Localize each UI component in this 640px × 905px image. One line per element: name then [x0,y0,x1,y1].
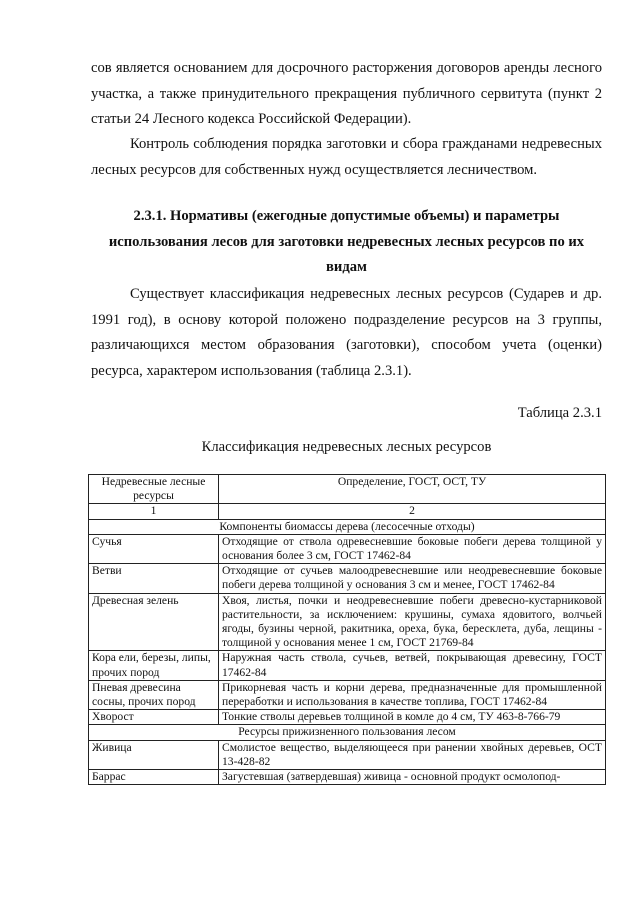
resource-name: Ветви [89,564,219,593]
header-resources: Недревесные лесные ресурсы [89,475,219,504]
column-number: 1 [89,504,219,519]
resource-definition: Хвоя, листья, почки и неодревесневшие побеги древесно-кустарниковой растительности, за исключением: крушины, сумаха ядовитого, волчьей ягоды, бузины черной, ракитника, ореха, бука, бересклета, дуба, лещины - толщиной у основания менее 1 см, ГОСТ 21769-84 [219,593,606,651]
table-label: Таблица 2.3.1 [517,405,602,421]
table-row [89,710,606,725]
header-definition: Определение, ГОСТ, ОСТ, ТУ [219,475,606,504]
table-title: Классификация недревесных лесных ресурсов [201,439,492,455]
resource-definition: Прикорневая часть и корни дерева, предназначенные для промышленной переработки и использования в качестве топлива, ГОСТ 17462-84 [219,680,606,709]
table-section-row [89,725,606,740]
table-number-row [89,504,606,519]
resource-name: Хворост [89,710,219,725]
paragraph-classification: Существует классификация недревесных лесных ресурсов (Сударев и др. 1991 год), в основу которой положено подразделение ресурсов на 3 группы, различающихся местом образования (заготовки), способом учета (оценки) ресурса, характером использования (таблица 2.3.1). [91,286,602,379]
resource-name: Кора ели, березы, липы, прочих пород [89,651,219,680]
table-row [89,593,606,651]
table-section-row [89,519,606,534]
table-row [89,651,606,680]
resource-name: Древесная зелень [89,593,219,651]
resource-definition: Загустевшая (затвердевшая) живица - основной продукт осмолопод- [219,770,606,785]
paragraph-control: Контроль соблюдения порядка заготовки и сбора гражданами недревесных лесных ресурсов для собственных нужд осуществляется лесничеством. [91,136,602,178]
resource-name: Живица [89,740,219,769]
resource-definition: Отходящие от сучьев малоодревесневшие или неодревесневшие боковые побеги дерева толщиной у основания 3 см и менее, ГОСТ 17462-84 [219,564,606,593]
table-row [89,740,606,769]
resource-name: Баррас [89,770,219,785]
table-header-row [89,475,606,504]
classification-table [88,474,606,785]
table-row [89,564,606,593]
column-number: 2 [219,504,606,519]
resource-definition: Тонкие стволы деревьев толщиной в комле до 4 см, ТУ 463-8-766-79 [219,710,606,725]
table-row [89,534,606,563]
paragraph-continuation: сов является основанием для досрочного расторжения договоров аренды лесного участка, а также принудительного прекращения публичного сервитута (пункт 2 статьи 24 Лесного кодекса Российской Федерации). [91,60,602,128]
resource-definition: Наружная часть ствола, сучьев, ветвей, покрывающая древесину, ГОСТ 17462-84 [219,651,606,680]
section-lifetime-use: Ресурсы прижизненного пользования лесом [89,725,606,740]
resource-definition: Отходящие от ствола одревесневшие боковые побеги дерева толщиной у основания более 3 см, ГОСТ 17462-84 [219,534,606,563]
section-biomass: Компоненты биомассы дерева (лесосечные отходы) [89,519,606,534]
resource-name: Сучья [89,534,219,563]
resource-name: Пневая древесина сосны, прочих пород [89,680,219,709]
section-heading: 2.3.1. Нормативы (ежегодные допустимые объемы) и параметры использования лесов для заготовки недревесных лесных ресурсов по их видам [108,208,585,276]
table-row [89,680,606,709]
resource-definition: Смолистое вещество, выделяющееся при ранении хвойных деревьев, ОСТ 13-428-82 [219,740,606,769]
table-row [89,770,606,785]
